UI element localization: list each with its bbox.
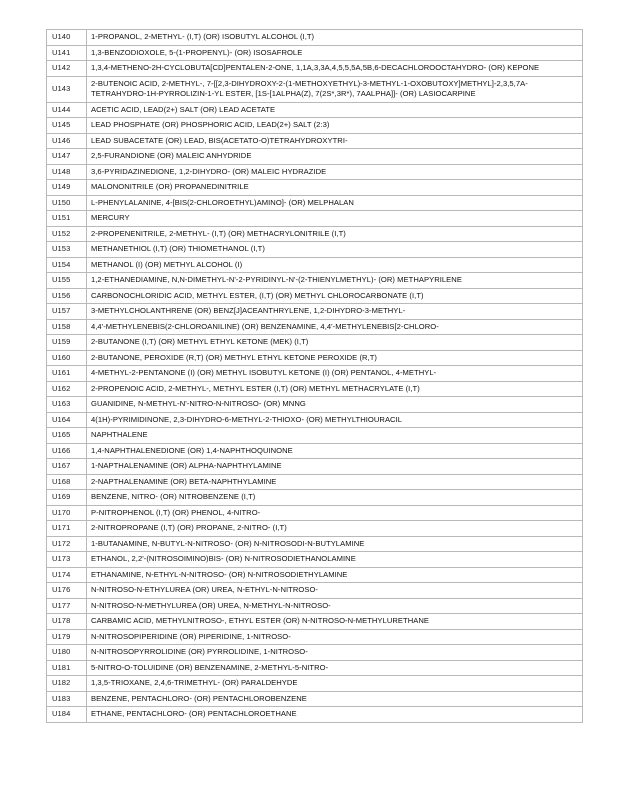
table-row	[47, 629, 583, 645]
substance-name-cell: 2-NITROPROPANE (I,T) (OR) PROPANE, 2-NITRO- (I,T)	[87, 521, 583, 537]
substance-name-cell: 2-BUTENOIC ACID, 2-METHYL-, 7-[[2,3-DIHYDROXY-2-(1-METHOXYETHYL)-3-METHYL-1-OXOBUTOXY]METHYL]-2,3,5,7A-TETRAHYDRO-1H-PYRROLIZIN-1-YL ESTER, [1S-[1ALPHA(Z), 7(2S*,3R*), 7AALPHA]]- (OR) LASIOCARPINE	[87, 76, 583, 102]
substance-name-cell: 3,6-PYRIDAZINEDIONE, 1,2-DIHYDRO- (OR) MALEIC HYDRAZIDE	[87, 164, 583, 180]
waste-code-cell: U157	[47, 304, 87, 320]
substance-name-cell: CARBONOCHLORIDIC ACID, METHYL ESTER, (I,T) (OR) METHYL CHLOROCARBONATE (I,T)	[87, 288, 583, 304]
substance-name-cell: CARBAMIC ACID, METHYLNITROSO-, ETHYL ESTER (OR) N-NITROSO-N-METHYLURETHANE	[87, 614, 583, 630]
substance-name-cell: N-NITROSO-N-METHYLUREA (OR) UREA, N-METHYL-N-NITROSO-	[87, 598, 583, 614]
table-row	[47, 288, 583, 304]
table-row	[47, 273, 583, 289]
table-row	[47, 474, 583, 490]
table-body	[47, 30, 583, 723]
substance-name-cell: ACETIC ACID, LEAD(2+) SALT (OR) LEAD ACETATE	[87, 102, 583, 118]
table-row	[47, 381, 583, 397]
table-row	[47, 118, 583, 134]
table-row	[47, 428, 583, 444]
table-row	[47, 335, 583, 351]
substance-name-cell: 2-NAPTHALENAMINE (OR) BETA-NAPHTHYLAMINE	[87, 474, 583, 490]
table-row	[47, 102, 583, 118]
waste-code-cell: U146	[47, 133, 87, 149]
waste-code-cell: U172	[47, 536, 87, 552]
table-row	[47, 304, 583, 320]
waste-code-cell: U141	[47, 45, 87, 61]
substance-name-cell: 2-PROPENOIC ACID, 2-METHYL-, METHYL ESTER (I,T) (OR) METHYL METHACRYLATE (I,T)	[87, 381, 583, 397]
waste-code-cell: U140	[47, 30, 87, 46]
table-row	[47, 195, 583, 211]
substance-name-cell: 1-BUTANAMINE, N-BUTYL-N-NITROSO- (OR) N-NITROSODI-N-BUTYLAMINE	[87, 536, 583, 552]
waste-code-cell: U158	[47, 319, 87, 335]
waste-code-cell: U171	[47, 521, 87, 537]
substance-name-cell: MERCURY	[87, 211, 583, 227]
substance-name-cell: ETHANOL, 2,2'-(NITROSOIMINO)BIS- (OR) N-NITROSODIETHANOLAMINE	[87, 552, 583, 568]
waste-code-cell: U179	[47, 629, 87, 645]
substance-name-cell: P-NITROPHENOL (I,T) (OR) PHENOL, 4-NITRO-	[87, 505, 583, 521]
table-row	[47, 164, 583, 180]
table-row	[47, 598, 583, 614]
waste-code-cell: U160	[47, 350, 87, 366]
substance-name-cell: 2-BUTANONE (I,T) (OR) METHYL ETHYL KETONE (MEK) (I,T)	[87, 335, 583, 351]
table-row	[47, 645, 583, 661]
table-row	[47, 490, 583, 506]
waste-code-cell: U184	[47, 707, 87, 723]
table-row	[47, 61, 583, 77]
waste-code-cell: U148	[47, 164, 87, 180]
substance-name-cell: METHANETHIOL (I,T) (OR) THIOMETHANOL (I,T)	[87, 242, 583, 258]
table-row	[47, 552, 583, 568]
waste-code-table	[46, 29, 583, 723]
waste-code-cell: U176	[47, 583, 87, 599]
waste-code-cell: U155	[47, 273, 87, 289]
table-row	[47, 505, 583, 521]
substance-name-cell: 1,3,4-METHENO-2H-CYCLOBUTA[CD]PENTALEN-2-ONE, 1,1A,3,3A,4,5,5,5A,5B,6-DECACHLOROOCTAHYDRO- (OR) KEPONE	[87, 61, 583, 77]
substance-name-cell: NAPHTHALENE	[87, 428, 583, 444]
waste-code-cell: U154	[47, 257, 87, 273]
waste-code-cell: U161	[47, 366, 87, 382]
substance-name-cell: 2-PROPENENITRILE, 2-METHYL- (I,T) (OR) METHACRYLONITRILE (I,T)	[87, 226, 583, 242]
substance-name-cell: 5-NITRO-O-TOLUIDINE (OR) BENZENAMINE, 2-METHYL-5-NITRO-	[87, 660, 583, 676]
waste-code-cell: U144	[47, 102, 87, 118]
substance-name-cell: 3-METHYLCHOLANTHRENE (OR) BENZ[J]ACEANTHRYLENE, 1,2-DIHYDRO-3-METHYL-	[87, 304, 583, 320]
substance-name-cell: 1,3,5-TRIOXANE, 2,4,6-TRIMETHYL- (OR) PARALDEHYDE	[87, 676, 583, 692]
table-row	[47, 521, 583, 537]
table-row	[47, 536, 583, 552]
substance-name-cell: 1-PROPANOL, 2-METHYL- (I,T) (OR) ISOBUTYL ALCOHOL (I,T)	[87, 30, 583, 46]
waste-code-cell: U152	[47, 226, 87, 242]
substance-name-cell: N-NITROSOPIPERIDINE (OR) PIPERIDINE, 1-NITROSO-	[87, 629, 583, 645]
substance-name-cell: 4(1H)-PYRIMIDINONE, 2,3-DIHYDRO-6-METHYL-2-THIOXO- (OR) METHYLTHIOURACIL	[87, 412, 583, 428]
substance-name-cell: 4,4'-METHYLENEBIS(2-CHLOROANILINE) (OR) BENZENAMINE, 4,4'-METHYLENEBIS[2-CHLORO-	[87, 319, 583, 335]
table-row	[47, 133, 583, 149]
substance-name-cell: ETHANE, PENTACHLORO- (OR) PENTACHLOROETHANE	[87, 707, 583, 723]
table-row	[47, 412, 583, 428]
substance-name-cell: 1,4-NAPHTHALENEDIONE (OR) 1,4-NAPHTHOQUINONE	[87, 443, 583, 459]
table-row	[47, 614, 583, 630]
table-row	[47, 567, 583, 583]
substance-name-cell: 1,3-BENZODIOXOLE, 5-(1-PROPENYL)- (OR) ISOSAFROLE	[87, 45, 583, 61]
substance-name-cell: N-NITROSO-N-ETHYLUREA (OR) UREA, N-ETHYL-N-NITROSO-	[87, 583, 583, 599]
table-row	[47, 459, 583, 475]
table-row	[47, 180, 583, 196]
substance-name-cell: 4-METHYL-2-PENTANONE (I) (OR) METHYL ISOBUTYL KETONE (I) (OR) PENTANOL, 4-METHYL-	[87, 366, 583, 382]
waste-code-cell: U183	[47, 691, 87, 707]
substance-name-cell: 1-NAPTHALENAMINE (OR) ALPHA-NAPHTHYLAMINE	[87, 459, 583, 475]
table-row	[47, 443, 583, 459]
waste-code-cell: U165	[47, 428, 87, 444]
waste-code-cell: U164	[47, 412, 87, 428]
substance-name-cell: METHANOL (I) (OR) METHYL ALCOHOL (I)	[87, 257, 583, 273]
waste-code-cell: U173	[47, 552, 87, 568]
waste-code-cell: U168	[47, 474, 87, 490]
substance-name-cell: BENZENE, PENTACHLORO- (OR) PENTACHLOROBENZENE	[87, 691, 583, 707]
waste-code-cell: U143	[47, 76, 87, 102]
substance-name-cell: 2-BUTANONE, PEROXIDE (R,T) (OR) METHYL ETHYL KETONE PEROXIDE (R,T)	[87, 350, 583, 366]
waste-code-cell: U169	[47, 490, 87, 506]
waste-code-cell: U159	[47, 335, 87, 351]
waste-code-cell: U167	[47, 459, 87, 475]
table-row	[47, 45, 583, 61]
table-row	[47, 397, 583, 413]
substance-name-cell: 2,5-FURANDIONE (OR) MALEIC ANHYDRIDE	[87, 149, 583, 165]
table-row	[47, 350, 583, 366]
table-row	[47, 660, 583, 676]
waste-code-cell: U174	[47, 567, 87, 583]
waste-code-cell: U156	[47, 288, 87, 304]
substance-name-cell: LEAD SUBACETATE (OR) LEAD, BIS(ACETATO-O)TETRAHYDROXYTRI-	[87, 133, 583, 149]
substance-name-cell: N-NITROSOPYRROLIDINE (OR) PYRROLIDINE, 1-NITROSO-	[87, 645, 583, 661]
waste-code-cell: U182	[47, 676, 87, 692]
waste-code-cell: U162	[47, 381, 87, 397]
waste-code-cell: U149	[47, 180, 87, 196]
substance-name-cell: 1,2-ETHANEDIAMINE, N,N-DIMETHYL-N'-2-PYRIDINYL-N'-(2-THIENYLMETHYL)- (OR) METHAPYRILENE	[87, 273, 583, 289]
waste-code-cell: U150	[47, 195, 87, 211]
waste-code-cell: U166	[47, 443, 87, 459]
table-row	[47, 319, 583, 335]
table-row	[47, 30, 583, 46]
waste-code-cell: U142	[47, 61, 87, 77]
waste-code-cell: U151	[47, 211, 87, 227]
table-row	[47, 149, 583, 165]
table-row	[47, 76, 583, 102]
substance-name-cell: MALONONITRILE (OR) PROPANEDINITRILE	[87, 180, 583, 196]
table-row	[47, 691, 583, 707]
substance-name-cell: GUANIDINE, N-METHYL-N'-NITRO-N-NITROSO- (OR) MNNG	[87, 397, 583, 413]
table-row	[47, 676, 583, 692]
table-row	[47, 226, 583, 242]
waste-code-cell: U170	[47, 505, 87, 521]
waste-code-cell: U153	[47, 242, 87, 258]
waste-code-cell: U145	[47, 118, 87, 134]
waste-code-cell: U163	[47, 397, 87, 413]
table-row	[47, 257, 583, 273]
waste-code-cell: U178	[47, 614, 87, 630]
waste-code-cell: U181	[47, 660, 87, 676]
substance-name-cell: L-PHENYLALANINE, 4-[BIS(2-CHLOROETHYL)AMINO]- (OR) MELPHALAN	[87, 195, 583, 211]
substance-name-cell: ETHANAMINE, N-ETHYL-N-NITROSO- (OR) N-NITROSODIETHYLAMINE	[87, 567, 583, 583]
table-row	[47, 242, 583, 258]
waste-code-cell: U147	[47, 149, 87, 165]
table-row	[47, 211, 583, 227]
table-row	[47, 583, 583, 599]
waste-code-cell: U177	[47, 598, 87, 614]
table-row	[47, 366, 583, 382]
table-row	[47, 707, 583, 723]
substance-name-cell: LEAD PHOSPHATE (OR) PHOSPHORIC ACID, LEAD(2+) SALT (2:3)	[87, 118, 583, 134]
waste-code-cell: U180	[47, 645, 87, 661]
substance-name-cell: BENZENE, NITRO- (OR) NITROBENZENE (I,T)	[87, 490, 583, 506]
